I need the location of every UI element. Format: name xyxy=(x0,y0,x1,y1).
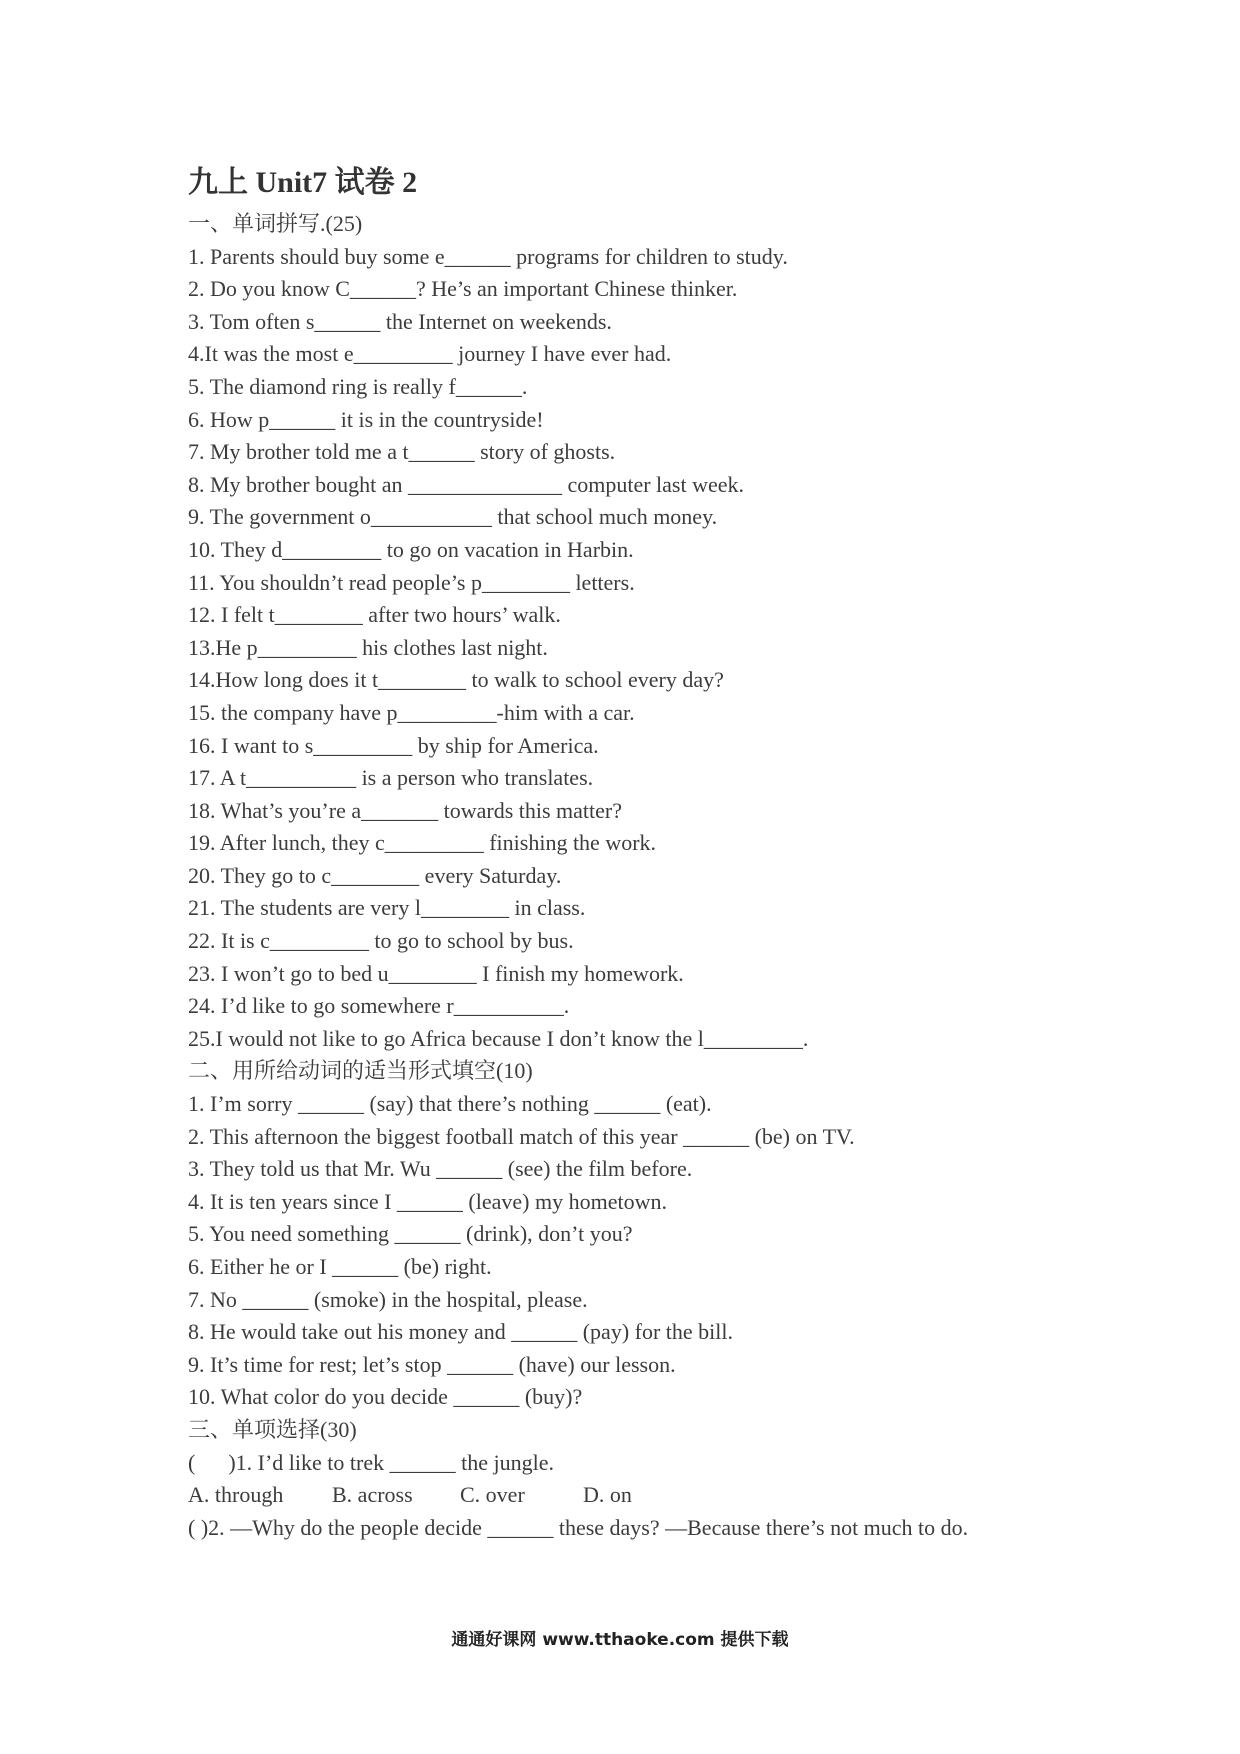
question-line: 4. It is ten years since I ______ (leave) my hometown. xyxy=(188,1188,667,1214)
question-line: 19. After lunch, they c_________ finishing the work. xyxy=(188,830,657,856)
question-line: 10. They d_________ to go on vacation in Harbin. xyxy=(188,536,634,562)
question-line: 11. You shouldn’t read people’s p________ letters. xyxy=(188,569,635,595)
question-line: ( )1. I’d like to trek ______ the jungle. xyxy=(188,1449,554,1475)
question-line: 17. A t__________ is a person who translates. xyxy=(188,765,594,791)
question-line: 4.It was the most e_________ journey I have ever had. xyxy=(188,341,672,367)
section3-heading: 三、单项选择(30) xyxy=(188,1416,357,1442)
question-line: 1. I’m sorry ______ (say) that there’s nothing ______ (eat). xyxy=(188,1091,712,1117)
question-line: 2. Do you know C______? He’s an important Chinese thinker. xyxy=(188,276,738,302)
option-a: A. through xyxy=(188,1482,284,1508)
question-line: 1. Parents should buy some e______ programs for children to study. xyxy=(188,243,788,269)
section2-list xyxy=(188,1088,1088,1414)
question-line: 16. I want to s_________ by ship for America. xyxy=(188,732,599,758)
option-b: B. across xyxy=(332,1482,413,1508)
question-line: 12. I felt t________ after two hours’ walk. xyxy=(188,602,561,628)
question-line: 3. They told us that Mr. Wu ______ (see) the film before. xyxy=(188,1156,693,1182)
section1-heading: 一、单词拼写.(25) xyxy=(188,211,363,236)
question-line: 5. The diamond ring is really f______. xyxy=(188,373,528,399)
question-line: 5. You need something ______ (drink), don’t you? xyxy=(188,1221,633,1247)
question-line: 13.He p_________ his clothes last night. xyxy=(188,634,548,660)
question-line: 7. No ______ (smoke) in the hospital, please. xyxy=(188,1286,588,1312)
question-line: 18. What’s you’re a_______ towards this matter? xyxy=(188,797,622,823)
question-line: 8. He would take out his money and ______ (pay) for the bill. xyxy=(188,1319,734,1345)
question-line: 9. It’s time for rest; let’s stop ______ (have) our lesson. xyxy=(188,1351,676,1377)
question-line: 23. I won’t go to bed u________ I finish my homework. xyxy=(188,960,684,986)
question-line: 24. I’d like to go somewhere r__________. xyxy=(188,993,570,1019)
option-row xyxy=(188,1479,1088,1512)
question-line: 20. They go to c________ every Saturday. xyxy=(188,862,562,888)
question-line: 6. How p______ it is in the countryside! xyxy=(188,406,544,432)
section2-heading: 二、用所给动词的适当形式填空(10) xyxy=(188,1058,533,1084)
question-line: 14.How long does it t________ to walk to school every day? xyxy=(188,667,724,693)
question-line: 6. Either he or I ______ (be) right. xyxy=(188,1254,492,1279)
question-line: 10. What color do you decide ______ (buy)? xyxy=(188,1384,583,1410)
section3-list xyxy=(188,1447,1088,1545)
question-line: ( )2. —Why do the people decide ______ these days? —Because there’s not much to do. xyxy=(188,1514,969,1540)
section1-list xyxy=(188,241,1088,1056)
question-line: 22. It is c_________ to go to school by bus. xyxy=(188,928,574,954)
question-line: 9. The government o___________ that school much money. xyxy=(188,504,718,530)
question-line: 3. Tom often s______ the Internet on weekends. xyxy=(188,308,612,334)
option-d: D. on xyxy=(583,1482,632,1508)
question-line: 21. The students are very l________ in class. xyxy=(188,895,586,921)
page-title: 九上 Unit7 试卷 2 xyxy=(188,166,418,199)
question-line: 25.I would not like to go Africa because I don’t know the l_________. xyxy=(188,1025,809,1051)
question-line: 2. This afternoon the biggest football match of this year ______ (be) on TV. xyxy=(188,1123,855,1149)
option-c: C. over xyxy=(460,1482,525,1508)
question-line: 15. the company have p_________-him with a car. xyxy=(188,699,635,725)
exam-page xyxy=(188,158,1088,1544)
footer-credit: 通通好课网 www.tthaoke.com 提供下载 xyxy=(451,1630,789,1650)
question-line: 8. My brother bought an ______________ computer last week. xyxy=(188,471,745,497)
question-line: 7. My brother told me a t______ story of ghosts. xyxy=(188,439,616,465)
